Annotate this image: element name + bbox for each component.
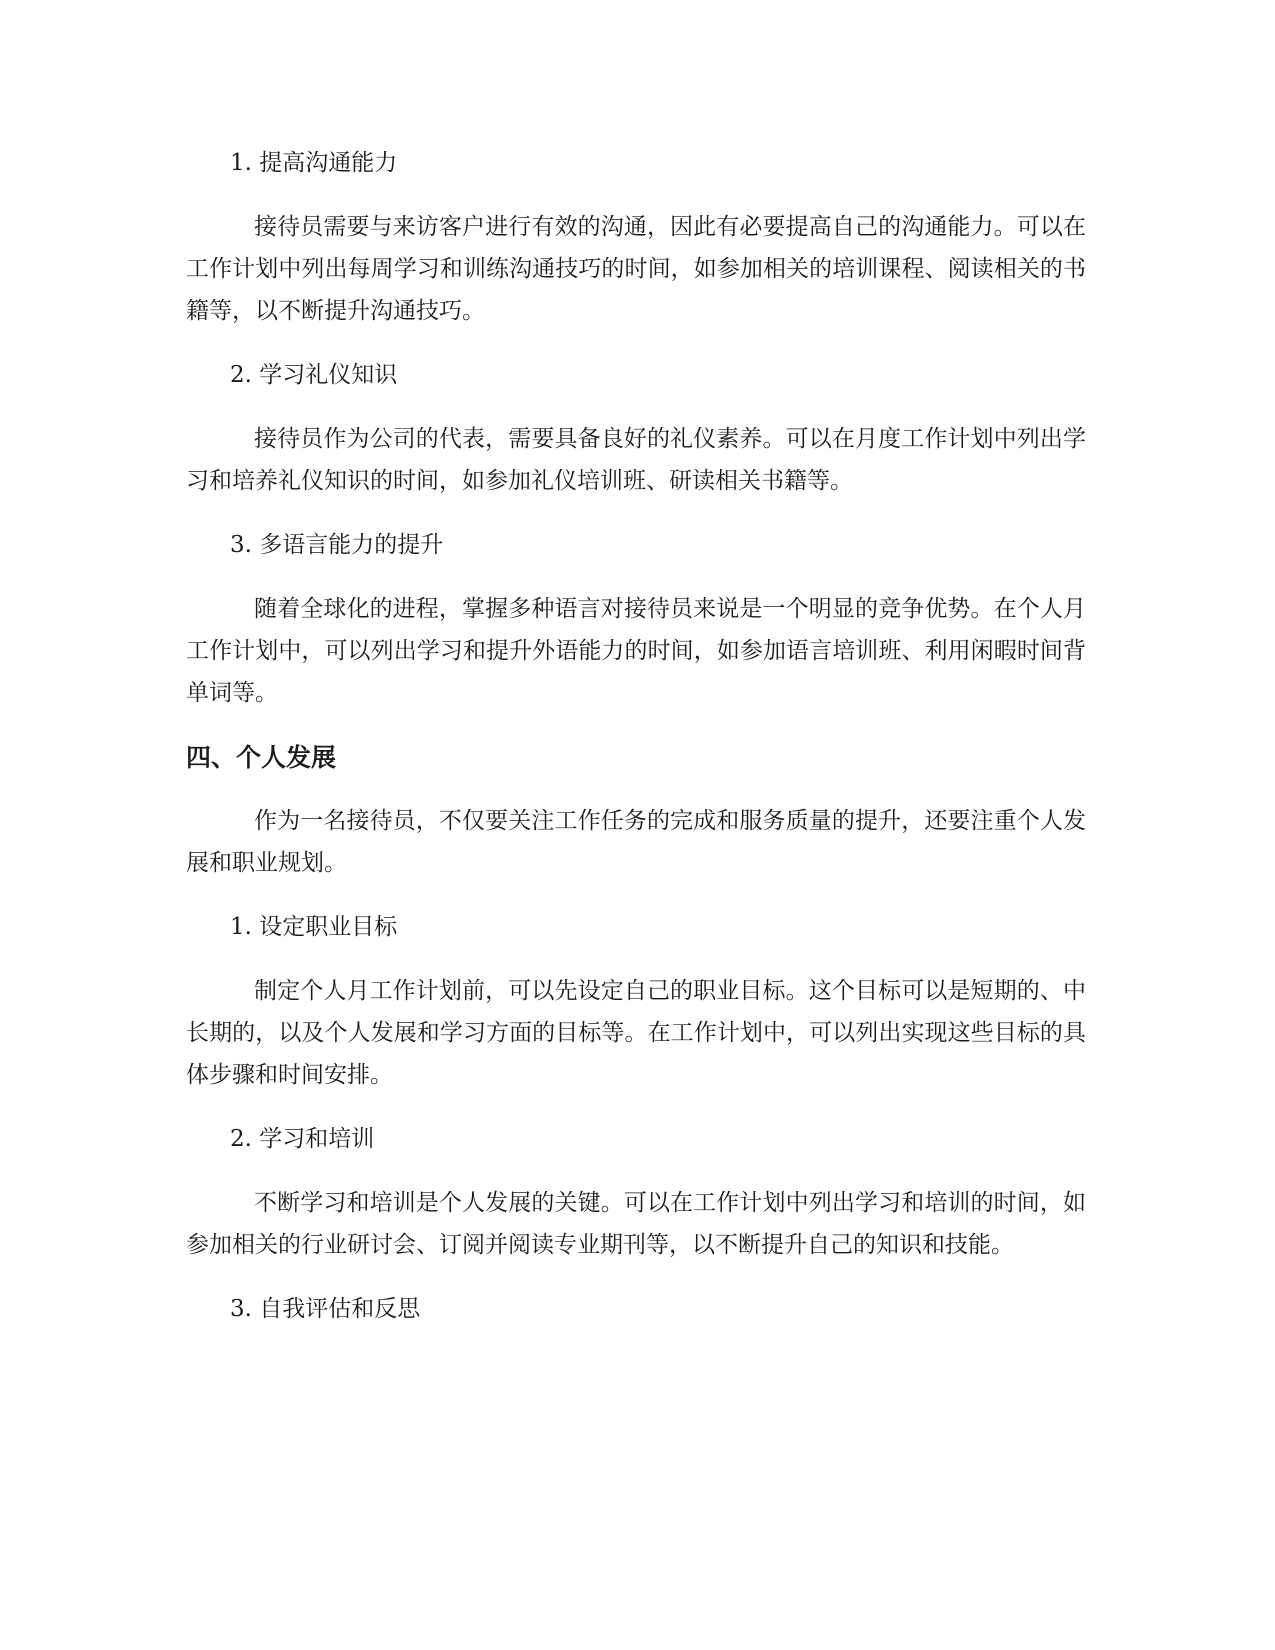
paragraph-career-goals: 制定个人月工作计划前，可以先设定自己的职业目标。这个目标可以是短期的、中长期的，以及个人发展和学习方面的目标等。在工作计划中，可以列出实现这些目标的具体步骤和时间安排。 (186, 978, 1086, 1088)
subheading-self-assessment: 3. 自我评估和反思 (230, 1296, 421, 1322)
section-heading-personal-development: 四、个人发展 (186, 743, 337, 772)
document-page (186, 148, 1086, 1352)
subheading-languages: 3. 多语言能力的提升 (230, 532, 444, 558)
subheading-career-goals: 1. 设定职业目标 (230, 914, 398, 940)
subheading-etiquette: 2. 学习礼仪知识 (230, 362, 398, 388)
subheading-learning-training: 2. 学习和培训 (230, 1126, 375, 1152)
paragraph-communication: 接待员需要与来访客户进行有效的沟通，因此有必要提高自己的沟通能力。可以在工作计划中列出每周学习和训练沟通技巧的时间，如参加相关的培训课程、阅读相关的书籍等，以不断提升沟通技巧。 (186, 214, 1086, 324)
paragraph-languages: 随着全球化的进程，掌握多种语言对接待员来说是一个明显的竞争优势。在个人月工作计划中，可以列出学习和提升外语能力的时间，如参加语言培训班、利用闲暇时间背单词等。 (186, 596, 1086, 706)
paragraph-personal-development-intro: 作为一名接待员，不仅要关注工作任务的完成和服务质量的提升，还要注重个人发展和职业规划。 (186, 808, 1086, 876)
paragraph-etiquette: 接待员作为公司的代表，需要具备良好的礼仪素养。可以在月度工作计划中列出学习和培养礼仪知识的时间，如参加礼仪培训班、研读相关书籍等。 (186, 426, 1086, 494)
subheading-communication: 1. 提高沟通能力 (230, 150, 398, 176)
paragraph-learning-training: 不断学习和培训是个人发展的关键。可以在工作计划中列出学习和培训的时间，如参加相关的行业研讨会、订阅并阅读专业期刊等，以不断提升自己的知识和技能。 (186, 1190, 1086, 1258)
